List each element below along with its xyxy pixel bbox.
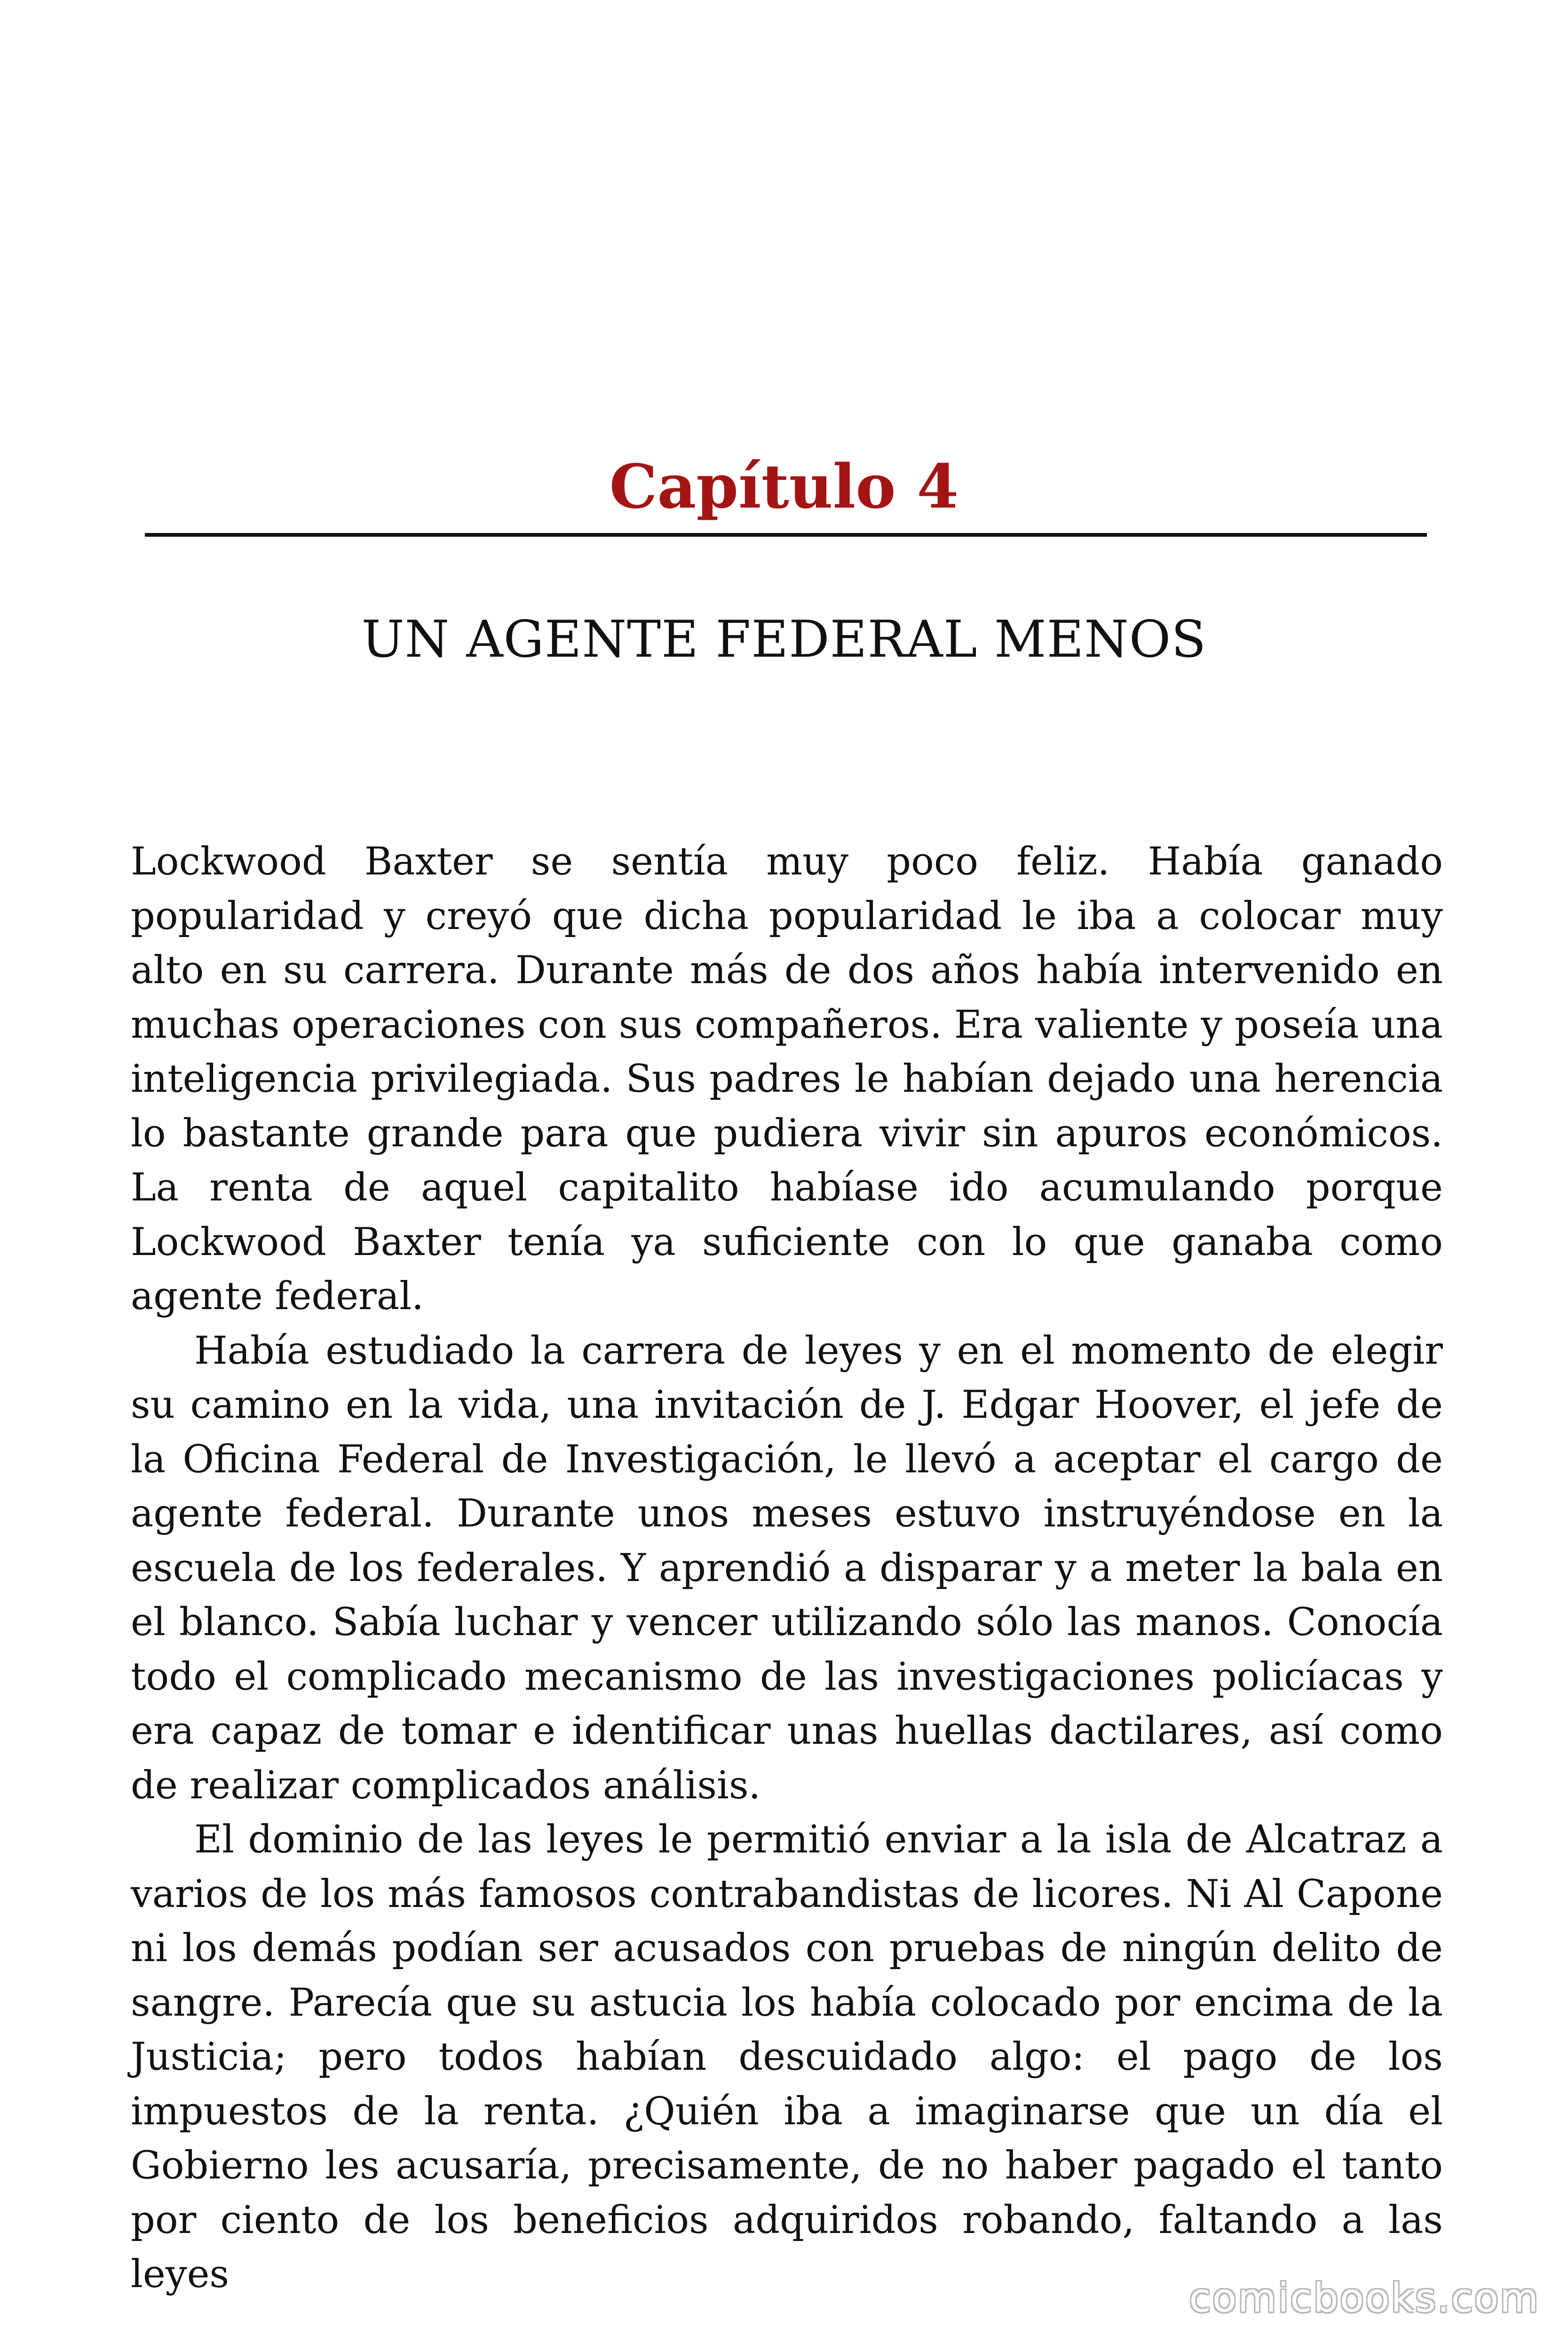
paragraph-2: Había estudiado la carrera de leyes y en el momento de elegir su camino en la vida, una invitación de J. Edgar Hoover, el jefe de la Oficina Federal de Investigación, le llevó a aceptar el cargo de agente federal. Durante unos meses estuvo instruyéndose en la escuela de los federales. Y aprendió a disparar y a meter la bala en el blanco. Sabía luchar y vencer utilizando sólo las manos. Conocía todo el complicado mecanismo de las investigaciones policíacas y era capaz de tomar e identificar unas huellas dactilares, así como de realizar complicados análisis. — [131, 1328, 1443, 1808]
chapter-title: Capítulo 4 — [609, 452, 959, 522]
chapter-subtitle: UN AGENTE FEDERAL MENOS — [361, 610, 1207, 669]
chapter-divider — [145, 533, 1427, 537]
site-watermark: comicbooks.com — [1189, 2275, 1540, 2321]
chapter-body — [131, 835, 1443, 2302]
paragraph-1: Lockwood Baxter se sentía muy poco feliz. Había ganado popularidad y creyó que dicha popularidad le iba a colocar muy alto en su carrera. Durante más de dos años había intervenido en muchas operaciones con sus compañeros. Era valiente y poseía una inteligencia privilegiada. Sus padres le habían dejado una herencia lo bastante grande para que pudiera vivir sin apuros económicos. La renta de aquel capitalito habíase ido acumulando porque Lockwood Baxter tenía ya suficiente con lo que ganaba como agente federal. — [131, 840, 1443, 1319]
paragraph-3: El dominio de las leyes le permitió enviar a la isla de Alcatraz a varios de los más famosos contrabandistas de licores. Ni Al Capone ni los demás podían ser acusados con pruebas de ningún delito de sangre. Parecía que su astucia los había colocado por encima de la Justicia; pero todos habían descuidado algo: el pago de los impuestos de la renta. ¿Quién iba a imaginarse que un día el Gobierno les acusaría, precisamente, de no haber pagado el tanto por ciento de los beneficios adquiridos robando, faltando a las leyes — [131, 1818, 1443, 2296]
